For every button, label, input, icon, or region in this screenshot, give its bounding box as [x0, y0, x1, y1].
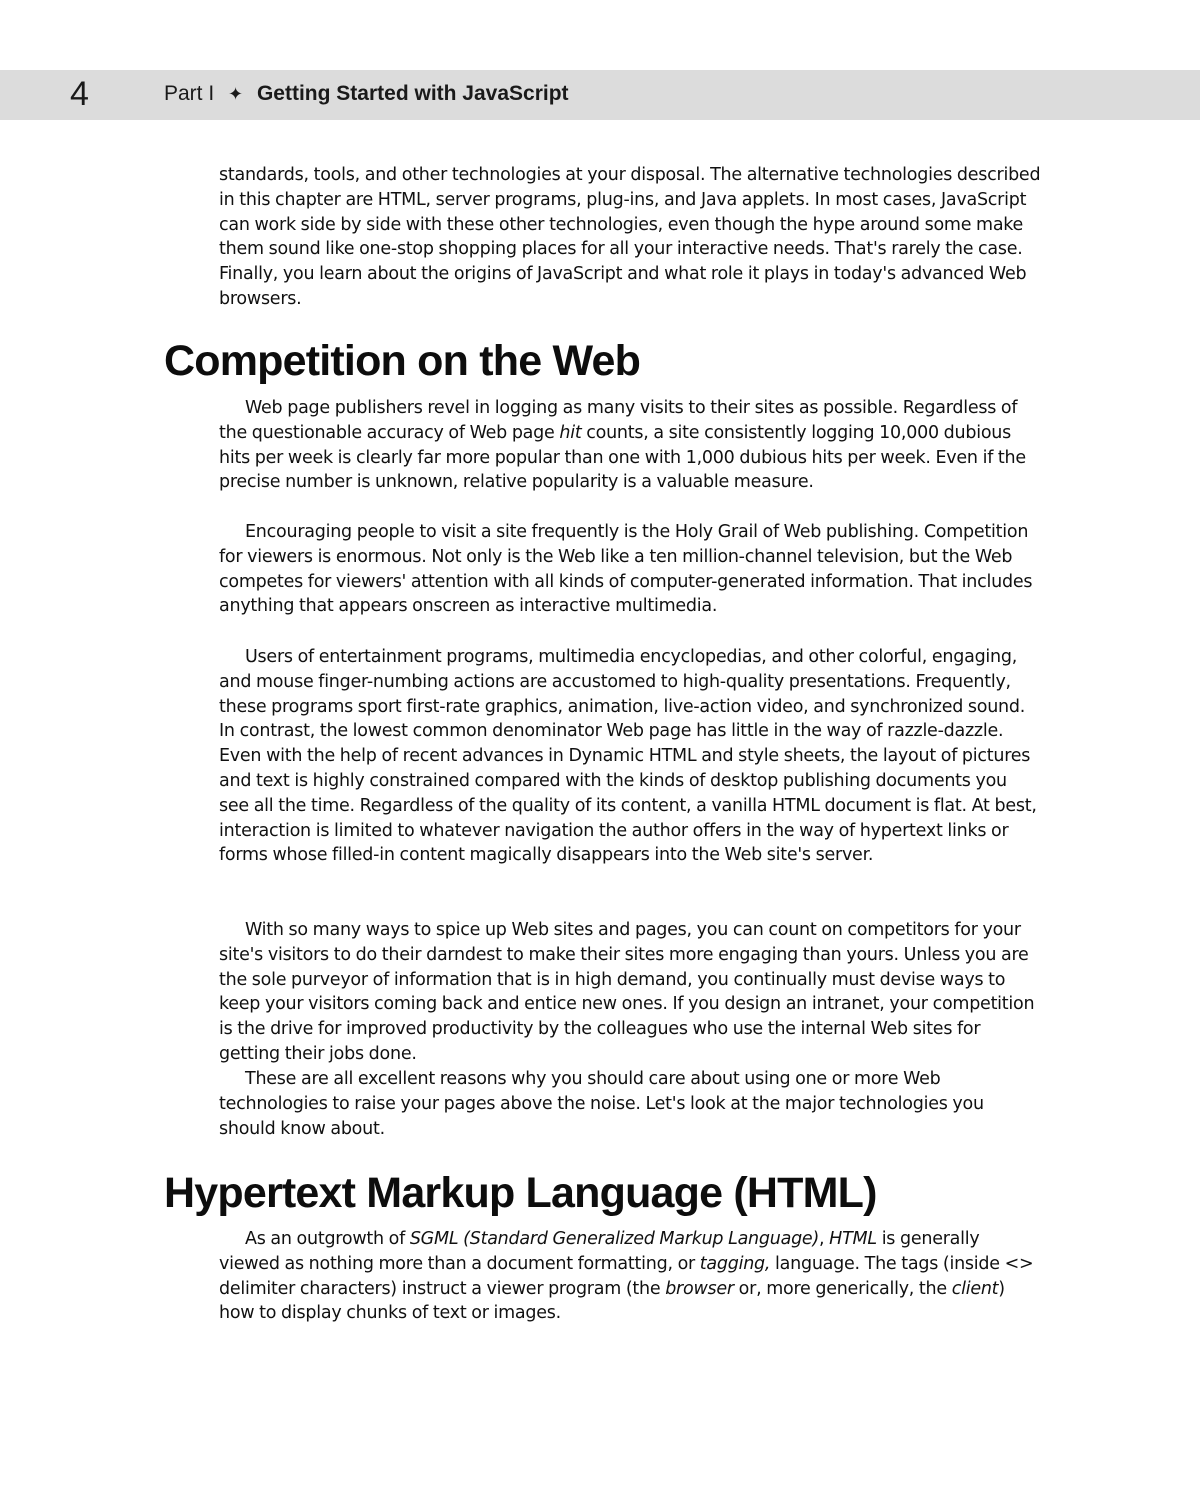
intro-paragraph: [219, 163, 1041, 312]
section2-p1-emphasis-tagging: tagging,: [699, 1253, 771, 1274]
section2-p1-text-c: is generally viewed as nothing more than a document formatting, or: [219, 1229, 980, 1274]
section2-p1-text-e: or, more generically, the: [733, 1278, 952, 1299]
section2-p1-emphasis-html: HTML: [829, 1229, 877, 1249]
section2-p1-emphasis-client: client: [951, 1278, 999, 1299]
section1-p5-text: These are all excellent reasons why you should care about using one or more Web technologies to raise your pages above the noise. Let's look at the major technologies you should know about.: [219, 1069, 984, 1139]
section-heading-competition: Competition on the Web: [164, 337, 641, 385]
page-number: 4: [70, 75, 89, 113]
section1-paragraph-2: [219, 520, 1041, 619]
section2-p1-emphasis-sgml: SGML (Standard Generalized Markup Language): [409, 1229, 820, 1249]
section1-p4-text: With so many ways to spice up Web sites and pages, you can count on competitors for your site's visitors to do their darndest to make their sites more engaging than yours. Unless you are the sole purveyor of information that is in high demand, you continually must devise ways to keep your visitors coming back and entice new ones. If you design an intranet, your competition is the drive for improved productivity by the colleagues who use the internal Web sites for getting their jobs done.: [219, 920, 1035, 1064]
intro-text: standards, tools, and other technologies at your disposal. The alternative technologies described in this chapter are HTML, server programs, plug-ins, and Java applets. In most cases, JavaScript can work side by side with these other technologies, even though the hype around some make them sound like one-stop shopping places for all your interactive needs. That's rarely the case. Finally, you learn about the origins of JavaScript and what role it plays in today's advanced Web browsers.: [219, 165, 1041, 309]
section2-p1-emphasis-browser: browser: [665, 1278, 734, 1299]
section2-paragraph-1: [219, 1227, 1041, 1326]
section1-paragraph-1: [219, 396, 1041, 495]
section1-paragraph-3: [219, 645, 1041, 868]
section2-p1-text-f: ) how to display chunks of text or images.: [219, 1278, 1005, 1324]
section-heading-html: Hypertext Markup Language (HTML): [164, 1169, 877, 1217]
section1-p1-text-b: counts, a site consistently logging 10,000 dubious hits per week is clearly far more popular than one with 1,000 dubious hits per week. Even if the precise number is unknown, relative popularity is a valuable measure.: [219, 422, 1026, 493]
part-label: Part I: [164, 82, 215, 105]
section1-paragraph-4: [219, 918, 1041, 1067]
section2-p1-text-a: As an outgrowth of: [245, 1229, 410, 1249]
running-head: [164, 81, 569, 107]
section1-p1-emphasis: hit: [559, 422, 582, 443]
section1-p1-text-a: Web page publishers revel in logging as many visits to their sites as possible. Regardless of the questionable accuracy of Web page: [219, 398, 1018, 443]
section1-p2-text: Encouraging people to visit a site frequently is the Holy Grail of Web publishing. Competition for viewers is enormous. Not only is the Web like a ten million-channel television, but the Web competes for viewers' attention with all kinds of computer-generated information. That includes anything that appears onscreen as interactive multimedia.: [219, 522, 1033, 617]
section1-p3-text: Users of entertainment programs, multimedia encyclopedias, and other colorful, engaging, and mouse finger-numbing actions are accustomed to high-quality presentations. Frequently, these programs sport first-rate graphics, animation, live-action video, and synchronized sound. In contrast, the lowest common denominator Web page has little in the way of razzle-dazzle. Even with the help of recent advances in Dynamic HTML and style sheets, the layout of pictures and text is highly constrained compared with the kinds of desktop publishing documents you see all the time. Regardless of the quality of its content, a vanilla HTML document is flat. At best, interaction is limited to whatever navigation the author offers in the way of hypertext links or forms whose filled-in content magically disappears into the Web site's server.: [219, 647, 1037, 866]
section2-p1-text-d: language. The tags (inside <> delimiter characters) instruct a viewer program (the: [219, 1253, 1034, 1299]
separator-icon: ✦: [228, 84, 244, 104]
section2-p1-text-b: ,: [819, 1229, 830, 1249]
running-header: [0, 70, 1200, 120]
chapter-title: Getting Started with JavaScript: [256, 82, 569, 105]
section1-paragraph-5: [219, 1067, 1041, 1141]
